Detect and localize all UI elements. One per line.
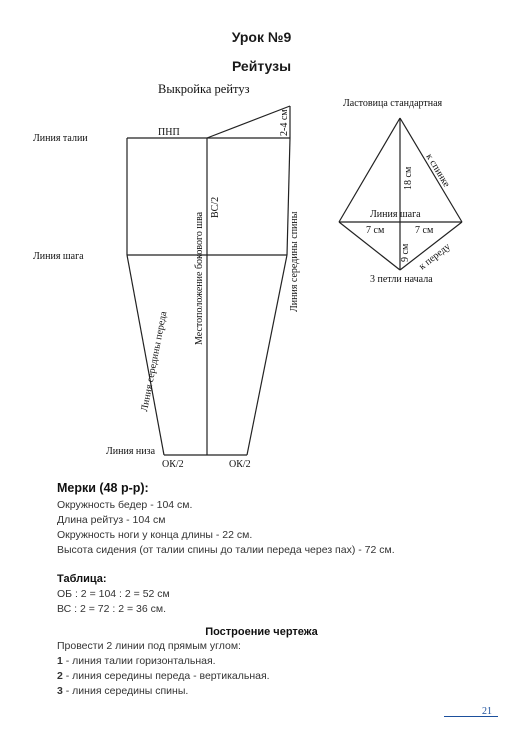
pattern-title: Выкройка рейтуз <box>158 82 250 96</box>
crotch-line-label: Линия шага <box>33 251 84 262</box>
measurement-item: Окружность ноги у конца длины - 22 см. <box>57 529 253 541</box>
bc2-label: ВС/2 <box>210 196 221 218</box>
gusset-start-loops-label: 3 петли начала <box>370 274 433 285</box>
front-center-label: Линия середины переда <box>139 310 170 413</box>
table-row: ОБ : 2 = 104 : 2 = 52 см <box>57 588 170 600</box>
hem-line-label: Линия низа <box>106 446 156 457</box>
topic-title: Рейтузы <box>231 58 292 74</box>
lesson-title: Урок №9 <box>231 29 292 45</box>
step-number: 1 <box>57 655 63 667</box>
step-text: - линия середины спины. <box>62 685 189 697</box>
gusset-7cm-right-label: 7 см <box>415 225 434 236</box>
construction-step <box>57 685 188 697</box>
gusset-left-upper <box>339 118 400 222</box>
dimension-2-4-label: 2-4 см <box>279 109 290 136</box>
waist-line-label: Линия талии <box>33 133 88 144</box>
step-number: 3 <box>57 685 63 697</box>
pnp-label: ПНП <box>158 127 180 138</box>
step-number: 2 <box>57 670 63 682</box>
gusset-7cm-left-label: 7 см <box>366 225 385 236</box>
measurements-heading: Мерки (48 р-р): <box>57 481 149 495</box>
gusset-to-back-label: к спинке <box>423 151 452 190</box>
gusset-crotch-label: Линия шага <box>370 209 421 220</box>
measurement-item: Окружность бедер - 104 см. <box>57 499 193 511</box>
measurement-item: Длина рейтуз - 104 см <box>57 514 166 526</box>
table-row: ВС : 2 = 72 : 2 = 36 см. <box>57 603 167 615</box>
back-center-label: Линия середины спины <box>289 211 300 312</box>
ok2-left-label: ОК/2 <box>162 459 184 470</box>
construction-heading: Построение чертежа <box>205 626 318 638</box>
measurement-item: Высота сидения (от талии спины до талии переда через пах) - 72 см. <box>57 544 395 556</box>
back-rise-line <box>207 106 290 138</box>
construction-intro: Провести 2 линии под прямым углом: <box>57 640 241 652</box>
gusset-18cm-label: 18 см <box>403 166 414 190</box>
side-seam-label: Местоположение бокового шва <box>194 211 205 345</box>
ok2-right-label: ОК/2 <box>229 459 251 470</box>
gusset-to-front-label: к переду <box>417 241 453 273</box>
gusset-title: Ластовица стандартная <box>343 98 443 109</box>
step-text: - линия середины переда - вертикальная. <box>62 670 270 682</box>
gusset-9cm-label: 9 см <box>400 243 411 262</box>
construction-step <box>57 670 270 682</box>
construction-step <box>57 655 216 667</box>
table-heading: Таблица: <box>57 573 107 585</box>
page-number: 21 <box>482 706 492 717</box>
step-text: - линия талии горизонтальная. <box>62 655 216 667</box>
back-center-lower <box>247 255 287 455</box>
